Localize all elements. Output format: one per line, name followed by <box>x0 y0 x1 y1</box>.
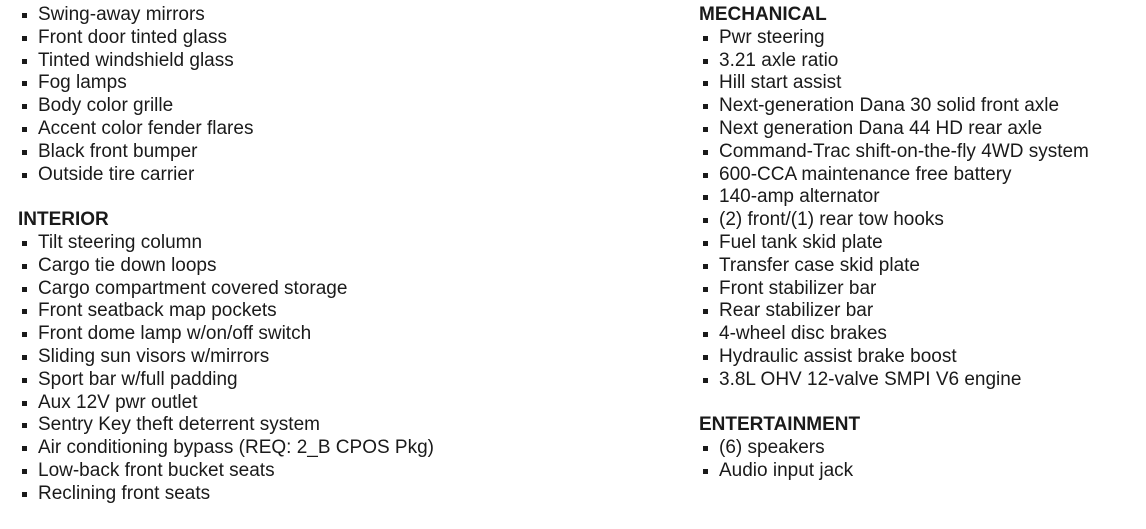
bullet-icon <box>703 195 708 200</box>
bullet-icon <box>22 104 27 109</box>
list-item: 140-amp alternator <box>699 186 1139 209</box>
bullet-icon <box>703 446 708 451</box>
bullet-icon <box>703 264 708 269</box>
list-item: Hydraulic assist brake boost <box>699 346 1139 369</box>
entertainment-section <box>699 414 1139 482</box>
list-item: Accent color fender flares <box>18 118 658 141</box>
bullet-icon <box>703 104 708 109</box>
list-item: 3.8L OHV 12-valve SMPI V6 engine <box>699 369 1139 392</box>
list-item: Front seatback map pockets <box>18 300 658 323</box>
bullet-icon <box>22 332 27 337</box>
bullet-icon <box>22 36 27 41</box>
bullet-icon <box>22 59 27 64</box>
list-item: Transfer case skid plate <box>699 255 1139 278</box>
list-item: Black front bumper <box>18 141 658 164</box>
list-item: Front stabilizer bar <box>699 278 1139 301</box>
list-item: Tinted windshield glass <box>18 50 658 73</box>
list-item: (2) front/(1) rear tow hooks <box>699 209 1139 232</box>
bullet-icon <box>703 287 708 292</box>
bullet-icon <box>22 378 27 383</box>
list-item: Low-back front bucket seats <box>18 460 658 483</box>
bullet-icon <box>703 218 708 223</box>
list-item: Fuel tank skid plate <box>699 232 1139 255</box>
list-item: Cargo compartment covered storage <box>18 278 658 301</box>
bullet-icon <box>703 81 708 86</box>
bullet-icon <box>22 423 27 428</box>
bullet-icon <box>22 241 27 246</box>
bullet-icon <box>703 355 708 360</box>
list-item: Air conditioning bypass (REQ: 2_B CPOS Pkg) <box>18 437 658 460</box>
list-item: Body color grille <box>18 95 658 118</box>
list-item: Tilt steering column <box>18 232 658 255</box>
bullet-icon <box>22 492 27 497</box>
list-item: Swing-away mirrors <box>18 4 658 27</box>
list-item: Sliding sun visors w/mirrors <box>18 346 658 369</box>
left-column <box>18 4 658 506</box>
list-item: 600-CCA maintenance free battery <box>699 164 1139 187</box>
list-item: Next generation Dana 44 HD rear axle <box>699 118 1139 141</box>
section-spacer <box>699 392 1139 415</box>
bullet-icon <box>22 173 27 178</box>
list-item: Front door tinted glass <box>18 27 658 50</box>
bullet-icon <box>22 446 27 451</box>
list-item: Next-generation Dana 30 solid front axle <box>699 95 1139 118</box>
list-item: Sport bar w/full padding <box>18 369 658 392</box>
bullet-icon <box>22 150 27 155</box>
bullet-icon <box>703 173 708 178</box>
bullet-icon <box>22 81 27 86</box>
list-item: Sentry Key theft deterrent system <box>18 414 658 437</box>
bullet-icon <box>703 150 708 155</box>
list-item: Audio input jack <box>699 460 1139 483</box>
bullet-icon <box>703 36 708 41</box>
bullet-icon <box>703 241 708 246</box>
list-item: Pwr steering <box>699 27 1139 50</box>
bullet-icon <box>22 401 27 406</box>
bullet-icon <box>703 469 708 474</box>
bullet-icon <box>22 287 27 292</box>
list-item: Aux 12V pwr outlet <box>18 392 658 415</box>
interior-heading: INTERIOR <box>18 209 109 231</box>
list-item: Front dome lamp w/on/off switch <box>18 323 658 346</box>
entertainment-heading: ENTERTAINMENT <box>699 414 861 436</box>
list-item: 3.21 axle ratio <box>699 50 1139 73</box>
list-item: Outside tire carrier <box>18 164 658 187</box>
bullet-icon <box>22 13 27 18</box>
bullet-icon <box>703 332 708 337</box>
bullet-icon <box>22 355 27 360</box>
mechanical-list <box>699 27 1139 392</box>
bullet-icon <box>703 127 708 132</box>
bullet-icon <box>22 309 27 314</box>
bullet-icon <box>703 378 708 383</box>
list-item: Cargo tie down loops <box>18 255 658 278</box>
interior-list <box>18 232 658 506</box>
right-column <box>699 4 1139 483</box>
list-item: 4-wheel disc brakes <box>699 323 1139 346</box>
list-item: (6) speakers <box>699 437 1139 460</box>
section-spacer <box>18 186 658 209</box>
entertainment-list <box>699 437 1139 483</box>
bullet-icon <box>22 264 27 269</box>
bullet-icon <box>22 127 27 132</box>
exterior-list <box>18 4 658 186</box>
bullet-icon <box>22 469 27 474</box>
interior-section <box>18 209 658 505</box>
list-item: Reclining front seats <box>18 483 658 506</box>
mechanical-heading: MECHANICAL <box>699 4 827 25</box>
list-item: Command-Trac shift-on-the-fly 4WD system <box>699 141 1139 164</box>
list-item: Fog lamps <box>18 72 658 95</box>
bullet-icon <box>703 309 708 314</box>
bullet-icon <box>703 59 708 64</box>
mechanical-section <box>699 4 1139 392</box>
list-item: Rear stabilizer bar <box>699 300 1139 323</box>
list-item: Hill start assist <box>699 72 1139 95</box>
